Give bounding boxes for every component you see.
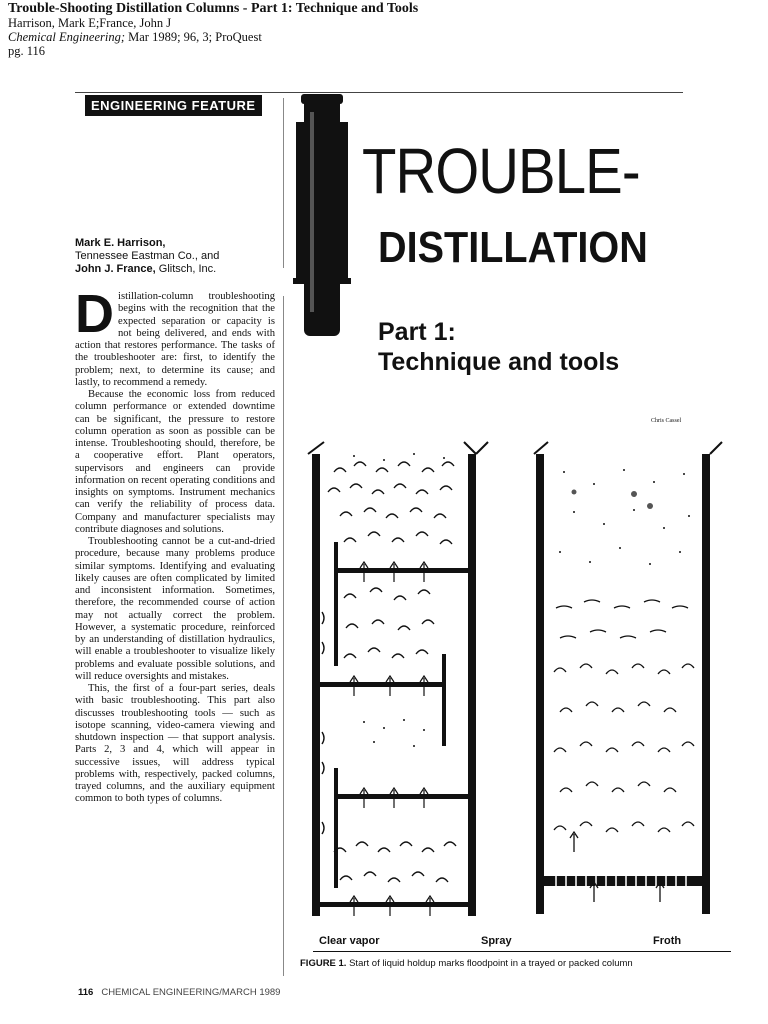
paragraph-3: Troubleshooting cannot be a cut-and-dried procedure, because many problems produce similar symptoms. Identifying and evaluating likely causes are often complicated by limited and inconsistent information. Sometimes, therefore, the recommended course of action may not actually correct the problem. However, a systematic procedure, reinforced by an understanding of distillation hydraulics, will enable a troubleshooter to visualize likely problems and evaluate possible solutions, and will reduce oversights and mistakes. <box>75 536 275 682</box>
citation-source <box>8 30 748 44</box>
paragraph-4: This, the first of a four-part series, deals with basic troubleshooting. This part also discusses troubleshooting tools — such as isotope scanning, video-camera viewing and shutdown inspection — that support analysis. Parts 2, 3 and 4, which will appear in successive issues, will address typical problems with, respectively, packed columns, trayed columns, and the auxiliary equipment common to both types of columns. <box>75 683 275 805</box>
illustration-credit: Chris Cassel <box>651 418 682 424</box>
part-label: Part 1: <box>378 318 456 346</box>
citation-page: pg. 116 <box>8 44 46 58</box>
headline-subtitle <box>378 317 619 377</box>
drop-cap: D <box>75 284 114 344</box>
paragraph-2: Because the economic loss from reduced column performance or extended downtime can be significant, the pressure to restore column operation as soon as possible can be intense. Troubleshooting should, therefore, be a cooperative effort. Plant operators, supervisors and engineers can provide information on recent operating conditions and insights on symptoms. Instrument mechanics can verify the reliability of process data. Company and manufacturer specialists may contribute diagnoses and solutions. <box>75 389 275 535</box>
column-pipe-illustration <box>290 92 352 342</box>
page-footer <box>78 987 280 998</box>
citation-title: Trouble-Shooting Distillation Columns - Part 1: Technique and Tools <box>8 1 419 16</box>
byline <box>75 237 219 276</box>
author-1: Mark E. Harrison, <box>75 237 166 249</box>
affiliation-2: Glitsch, Inc. <box>155 263 217 275</box>
body-column <box>75 284 275 806</box>
citation-issue: Mar 1989; 96, 3; ProQuest <box>125 30 262 44</box>
headline-line-2: DISTILLATION <box>378 223 648 272</box>
citation-authors: Harrison, Mark E;France, John J <box>8 16 172 30</box>
caption-label: FIGURE 1. <box>300 958 347 969</box>
citation-journal: Chemical Engineering; <box>8 30 125 44</box>
figure-caption <box>300 958 633 969</box>
legend-froth: Froth <box>653 935 682 947</box>
running-footer: CHEMICAL ENGINEERING/MARCH 1989 <box>101 987 281 998</box>
affiliation-1: Tennessee Eastman Co., and <box>75 250 220 262</box>
page-number: 116 <box>78 987 94 998</box>
top-rule <box>75 92 683 93</box>
column-divider-top <box>283 98 284 268</box>
author-2: John J. France, <box>75 263 156 275</box>
legend-rule <box>313 951 731 952</box>
section-badge: ENGINEERING FEATURE <box>85 95 262 116</box>
subtitle-text: Technique and tools <box>378 348 620 376</box>
legend-clear-vapor: Clear vapor <box>319 935 380 947</box>
column-divider <box>283 296 284 976</box>
paragraph-1: Distillation-column troubleshooting begins with the recognition that the expected separation or capacity is not being delivered, and ends with action that restores performance. The tasks of the troubleshooter are: first, to identify the problem; next, to determine its cause; and lastly, to recommend a remedy. <box>75 284 275 388</box>
caption-text: Start of liquid holdup marks floodpoint in a trayed or packed column <box>346 958 633 969</box>
citation-header <box>8 2 748 58</box>
figure-1-illustration <box>294 432 734 932</box>
legend-spray: Spray <box>481 935 512 947</box>
headline-line-1: TROUBLE- <box>362 135 640 207</box>
